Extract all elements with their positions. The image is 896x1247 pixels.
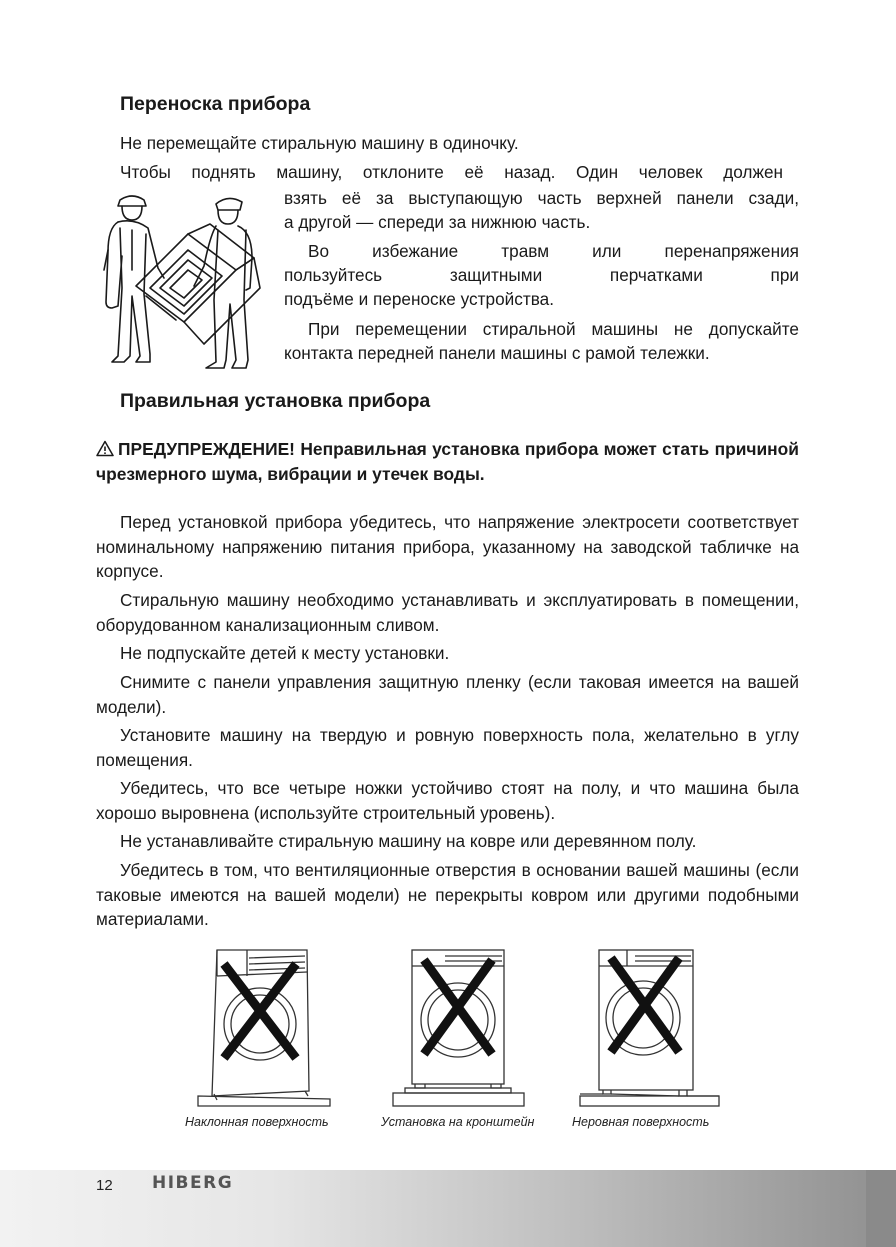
figure-tilted xyxy=(190,946,340,1111)
warning-text: ПРЕДУПРЕЖДЕНИЕ! Неправильная установка прибора может стать причиной чрезмерного шума, вибрации и утечек воды. xyxy=(96,439,799,484)
washer-uneven-crossed-icon xyxy=(575,946,725,1111)
brand-logo: HIBERG xyxy=(152,1173,234,1193)
section-title-carrying: Переноска прибора xyxy=(120,93,311,115)
figure-caption: Установка на кронштейн xyxy=(381,1115,535,1129)
paragraph: Снимите с панели управления защитную пленку (если таковая имеется на вашей модели). xyxy=(96,672,799,717)
warning-triangle-icon xyxy=(96,440,114,457)
text-line: подъёме и переноске устройства. xyxy=(284,289,554,309)
paragraph: Перед установкой прибора убедитесь, что напряжение электросети соответствует номинальному напряжению питания прибора, указанному на заводской табличке на корпусе. xyxy=(96,512,799,581)
washer-bracket-crossed-icon xyxy=(385,946,535,1111)
person-left-icon xyxy=(118,196,146,206)
text-line: а другой — спереди за нижнюю часть. xyxy=(284,212,591,232)
paragraph: Стиральную машину необходимо устанавливать и эксплуатировать в помещении, оборудованном канализационным сливом. xyxy=(96,590,799,635)
footer-bar xyxy=(0,1170,896,1247)
figure-caption: Неровная поверхность xyxy=(572,1115,710,1129)
text-line: взять её за выступающую часть верхней панели сзади, xyxy=(284,188,799,208)
figure-caption: Наклонная поверхность xyxy=(185,1115,329,1129)
figure-uneven xyxy=(575,946,725,1111)
warning-block xyxy=(96,437,799,487)
carrying-illustration xyxy=(98,190,278,378)
washer-tilted-crossed-icon xyxy=(190,946,340,1111)
footer-edge xyxy=(866,1170,896,1247)
text-line: Не перемещайте стиральную машину в одиночку. xyxy=(120,133,519,153)
paragraph: Убедитесь в том, что вентиляционные отверстия в основании вашей машины (если таковые имеются на вашей модели) не перекрыты ковром или другими подобными материалами. xyxy=(96,860,799,929)
text-line: Во избежание травм или перенапряжения xyxy=(308,241,799,261)
washer-icon xyxy=(136,224,260,344)
paragraph: Не устанавливайте стиральную машину на ковре или деревянном полу. xyxy=(120,831,697,851)
person-right-icon xyxy=(216,198,242,210)
text-line: При перемещении стиральной машины не допускайте xyxy=(308,319,799,339)
text-line: Чтобы поднять машину, отклоните её назад. Один человек должен xyxy=(120,162,783,182)
page-number: 12 xyxy=(96,1177,113,1194)
paragraph: Установите машину на твердую и ровную поверхность пола, желательно в углу помещения. xyxy=(96,725,799,770)
paragraph: Не подпускайте детей к месту установки. xyxy=(120,643,450,663)
section-title-installation: Правильная установка прибора xyxy=(120,390,431,412)
paragraph: Убедитесь, что все четыре ножки устойчиво стоят на полу, и что машина была хорошо выровнена (используйте строительный уровень). xyxy=(96,778,799,823)
figure-bracket xyxy=(385,946,535,1111)
text-line: контакта передней панели машины с рамой тележки. xyxy=(284,343,710,363)
text-line: пользуйтесь защитными перчатками при xyxy=(284,265,799,285)
